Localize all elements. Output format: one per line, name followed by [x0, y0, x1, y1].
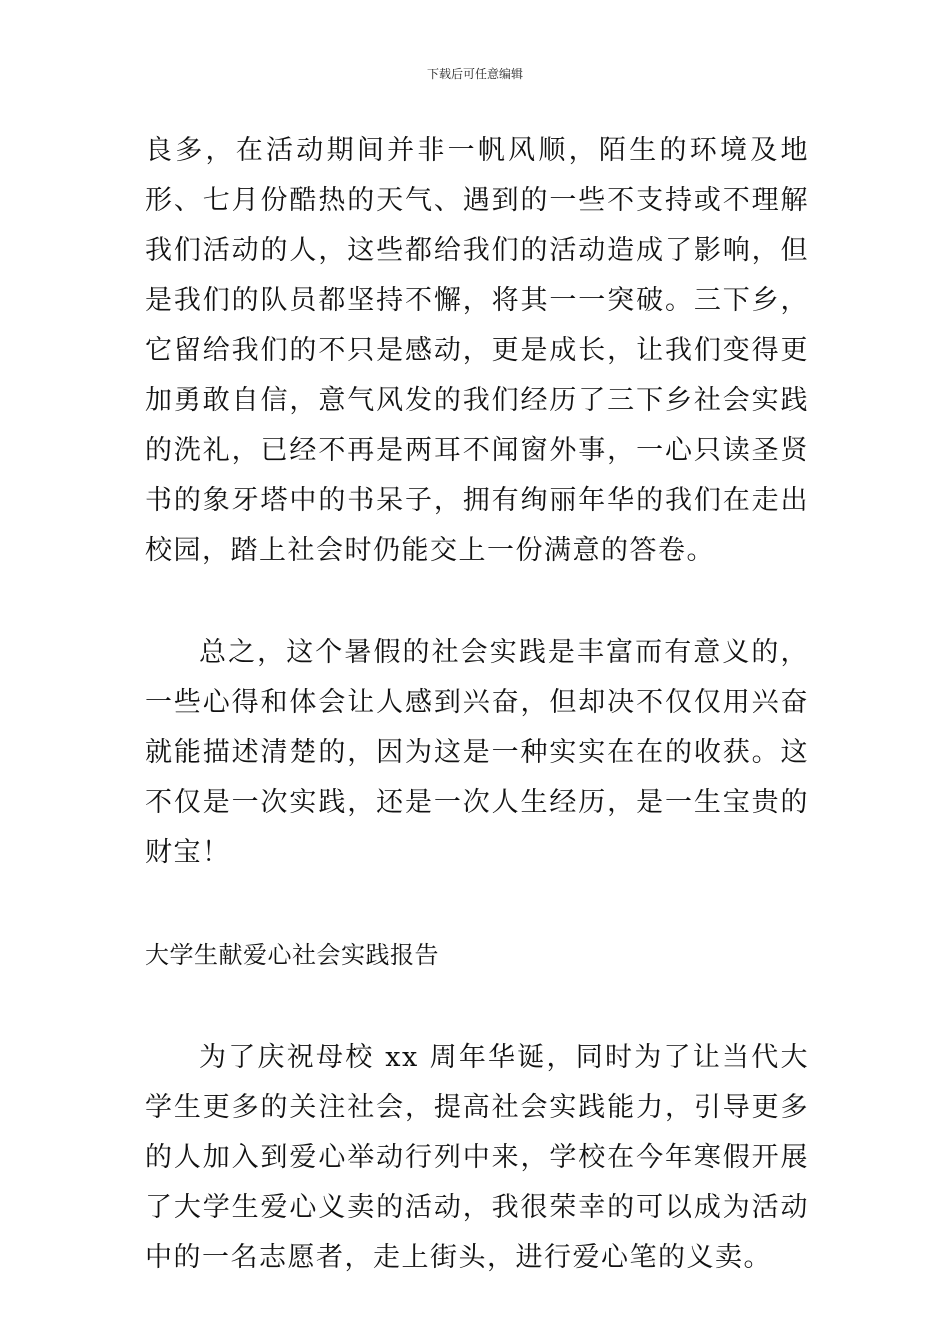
paragraph-continued: 良多，在活动期间并非一帆风顺，陌生的环境及地形、七月份酷热的天气、遇到的一些不支持或不理解我们活动的人，这些都给我们的活动造成了影响，但是我们的队员都坚持不懈，将其一一突破。三下乡，它留给我们的不只是感动，更是成长，让我们变得更加勇敢自信，意气风发的我们经历了三下乡社会实践的洗礼，已经不再是两耳不闻窗外事，一心只读圣贤书的象牙塔中的书呆子，拥有绚丽年华的我们在走出校园，踏上社会时仍能交上一份满意的答卷。 [145, 135, 809, 566]
page-header-note: 下载后可任意编辑 [426, 67, 523, 81]
paragraph-spacer [145, 878, 809, 930]
section-title: 大学生献爱心社会实践报告 [145, 941, 439, 969]
document-body [145, 126, 809, 1283]
paragraph-spacer [145, 576, 809, 628]
paragraph-conclusion: 总之，这个暑假的社会实践是丰富而有意义的，一些心得和体会让人感到兴奋，但却决不仅仅用兴奋就能描述清楚的，因为这是一种实实在在的收获。这不仅是一次实践，还是一次人生经历，是一生宝贵的财宝！ [145, 637, 809, 868]
paragraph-spacer [145, 980, 809, 1033]
paragraph-intro: 为了庆祝母校 xx 周年华诞，同时为了让当代大学生更多的关注社会，提高社会实践能力，引导更多的人加入到爱心举动行列中来，学校在今年寒假开展了大学生爱心义卖的活动，我很荣幸的可以成为活动中的一名志愿者，走上街头，进行爱心笔的义卖。 [145, 1042, 809, 1273]
